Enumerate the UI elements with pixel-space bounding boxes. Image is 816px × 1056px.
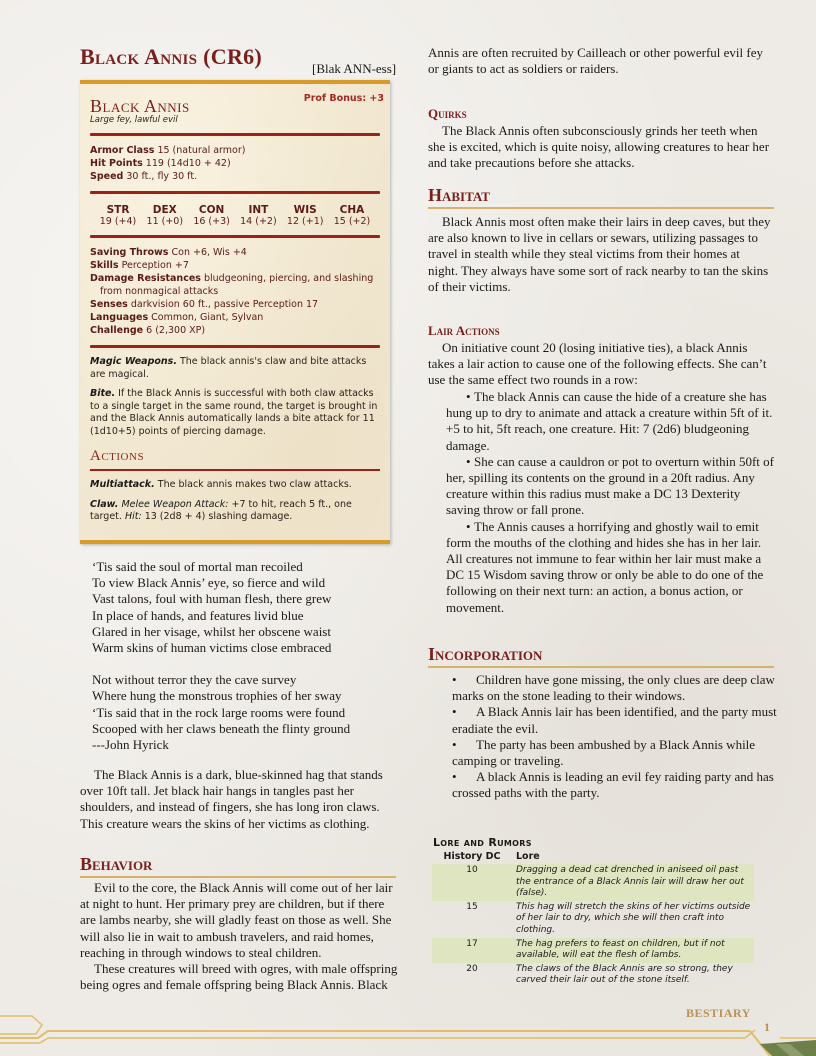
behavior-paragraph-3: Annis are often recruited by Cailleach or other powerful evil fey or giants to act as soldiers or raiders. (428, 45, 763, 77)
ability-dex: DEX 11 (+0) (146, 204, 184, 227)
skills: Skills Perception +7 (90, 260, 189, 271)
incorporation-item: • A black Annis is leading an evil fey raiding party and has crossed paths with the party. (452, 769, 774, 801)
ability-wis: WIS 12 (+1) (286, 204, 324, 227)
armor-class: Armor Class 15 (natural armor) (90, 145, 246, 156)
divider (90, 469, 380, 471)
challenge: Challenge 6 (2,300 XP) (90, 325, 206, 336)
habitat-heading: Habitat (428, 185, 774, 209)
description-paragraph: The Black Annis is a dark, blue-skinned hag that stands over 10ft tall. Jet black hair hangs in tangles past her shoulders, and instead of fingers, she has long iron claws. This creature wears the skins of her victims as clothing. (80, 767, 383, 831)
divider (90, 235, 380, 238)
divider (90, 345, 380, 348)
habitat-paragraph: Black Annis most often make their lairs in deep caves, but they are also known to live in cellars or sewars, utilizing passages to travel in stealth while they steal victims from their homes at night. They always have some sort of rack nearby to tan the skins of their victims. (428, 214, 771, 294)
ability-cha: CHA 15 (+2) (333, 204, 371, 227)
poem-line: In place of hands, and features livid blue (92, 607, 304, 623)
lair-actions-list (446, 389, 776, 616)
table-row: 17 The hag prefers to feast on children, but if not available, will eat the flesh of lambs. (432, 938, 754, 963)
table-row: 10 Dragging a dead cat drenched in aniseed oil past the entrance of a Black Annis lair will draw her out (false). (432, 864, 754, 901)
divider (90, 191, 380, 194)
hit-points: Hit Points 119 (14d10 + 42) (90, 158, 231, 169)
poem-line: To view Black Annis’ eye, so fierce and wild (92, 575, 326, 591)
poem-line: Where hung the monstrous trophies of her sway (92, 688, 342, 704)
ability-str: STR 19 (+4) (99, 204, 137, 227)
pronunciation: [Blak ANN-ess] (312, 61, 397, 76)
poem-line: Warm skins of human victims close embraced (92, 640, 332, 656)
poem-line: Glared in her visage, whilst her obscene waist (92, 623, 331, 639)
poem-line: ‘Tis said the soul of mortal man recoiled (92, 559, 303, 574)
incorporation-heading: Incorporation (428, 644, 774, 668)
incorporation-item: • Children have gone missing, the only clues are deep claw marks on the stone leading to their windows. (452, 672, 775, 704)
action-multiattack: Multiattack. The black annis makes two claw attacks. (90, 479, 352, 490)
senses: Senses darkvision 60 ft., passive Perception 17 (90, 299, 319, 310)
action-claw: Claw. Melee Weapon Attack: +7 to hit, reach 5 ft., one target. Hit: 13 (2d8 + 4) slashing damage. (90, 498, 352, 522)
incorporation-item: • The party has been ambushed by a Black Annis while camping or traveling. (452, 736, 756, 769)
quirks-paragraph: The Black Annis often subconsciously grinds her teeth when she is excited, which is quite noisy, allowing creatures to hear her and take precautions before she attacks. (428, 123, 770, 171)
behavior-paragraph-1: Evil to the core, the Black Annis will come out of her lair at night to hunt. Her primary prey are children, but if there are lambs nearby, she will gladly feast on those as well. She will also lie in wait to ambush travelers, and raid homes, reaching in through windows to steal children. (80, 880, 393, 960)
footer-section-label: BESTIARY (686, 1006, 751, 1020)
poem-line: Scooped with her claws beneath the flinty ground (92, 720, 351, 736)
lair-action-item: • She can cause a cauldron or pot to overturn within 50ft of her, spilling its contents on the ground in a 20ft radius. Any creature within this radius must make a DC 13 Dexterity saving throw or fall prone. (446, 453, 774, 518)
column-header: Lore (516, 851, 540, 862)
creature-name: Black Annis (90, 96, 190, 116)
page-title: Black Annis (CR6) (80, 44, 263, 69)
incorporation-list (452, 672, 782, 802)
incorporation-item: • A Black Annis lair has been identified, and the party must eradiate the evil. (452, 704, 777, 736)
lair-actions-heading: Lair Actions (428, 323, 500, 338)
damage-resistances: Damage Resistances bludgeoning, piercing, and slashing from nonmagical attacks (90, 273, 374, 297)
ability-con: CON 16 (+3) (193, 204, 230, 227)
divider (90, 133, 380, 136)
table-row: 15 This hag will stretch the skins of her victims outside of her lair to dry, which she will then craft into clothing. (466, 901, 751, 935)
ability-int: INT 14 (+2) (240, 204, 277, 227)
saving-throws: Saving Throws Con +6, Wis +4 (90, 247, 247, 258)
behavior-paragraph-2: These creatures will breed with ogres, with male offspring being ogres and female offspring being Black Annis. Black (80, 961, 398, 993)
lair-actions-intro: On initiative count 20 (losing initiative ties), a black Annis takes a lair action to cause one of the following effects. She can’t use the same effect two rounds in a row: (428, 340, 767, 388)
table-row: 20 The claws of the Black Annis are so strong, they carved their lair out of the stone itself. (466, 963, 733, 986)
stat-block (80, 80, 390, 544)
trait-magic-weapons: Magic Weapons. The black annis's claw and bite attacks are magical. (90, 356, 367, 380)
prof-bonus: Prof Bonus: +3 (303, 93, 384, 104)
lore-table (432, 850, 754, 988)
poem-line: Not without terror they the cave survey (92, 672, 297, 688)
lair-action-item: • The black Annis can cause the hide of a creature she has hung up to dry to animate and attack a creature within 5ft of it. +5 to hit, 5ft reach, one creature. Hit: 7 (2d6) bludgeoning damage. (446, 389, 773, 453)
poem-line: ‘Tis said that in the rock large rooms were found (92, 704, 346, 720)
page-number: 1 (764, 1020, 770, 1034)
trait-bite: Bite. If the Black Annis is successful with both claw attacks to a single target in the same round, the target is brought in and the Black Annis automatically lands a bite attack for 11 (1d10+5) points of piercing damage. (90, 388, 378, 437)
poem-line: Vast talons, foul with human flesh, there grew (92, 591, 332, 607)
behavior-heading: Behavior (80, 854, 396, 878)
languages: Languages Common, Giant, Sylvan (90, 312, 264, 323)
poem-attribution: ---John Hyrick (92, 737, 169, 753)
actions-heading: Actions (90, 448, 145, 464)
ability-scores (90, 202, 380, 227)
quirks-heading: Quirks (428, 106, 467, 121)
poem (92, 559, 350, 753)
creature-type: Large fey, lawful evil (90, 115, 178, 125)
column-header: History DC (443, 851, 501, 862)
lair-action-item: • The Annis causes a horrifying and ghostly wail to emit form the mouths of the clothing and hides she has in her lair. All creatures not immune to fear within her lair must make a DC 15 Wisdom saving throw or only be able to do one of the following on their next turn: an action, a bonus action, or movement. (446, 518, 764, 615)
lore-table-title: Lore and Rumors (433, 836, 532, 849)
speed: Speed 30 ft., fly 30 ft. (90, 171, 198, 182)
